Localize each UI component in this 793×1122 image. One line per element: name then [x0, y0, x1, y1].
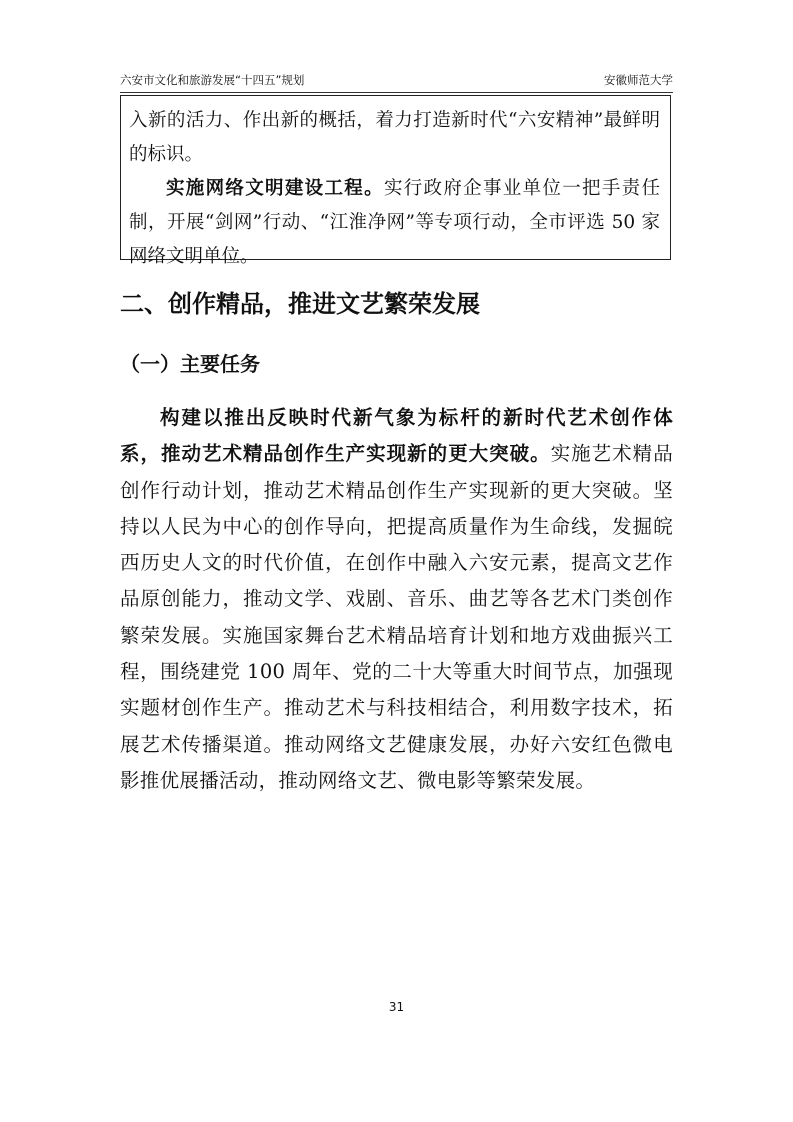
page-header	[120, 70, 673, 93]
box-paragraph-2-text: 实行政府企事业单位一把手责任制，开展“剑网”行动、“江淮净网”等专项行动，全市评选 50 家网络文明单位。	[129, 178, 660, 267]
boxed-text-panel	[120, 95, 671, 267]
box-paragraph-2	[121, 172, 670, 274]
body-paragraph	[120, 400, 673, 799]
body-lead: 构建以推出反映时代新气象为标杆的新时代艺术创作体系，推动艺术精品创作生产实现新的更大突破。	[120, 406, 673, 466]
body-text	[120, 400, 673, 799]
body-rest: 实施艺术精品创作行动计划，推动艺术精品创作生产实现新的更大突破。坚持以人民为中心的创作导向，把提高质量作为生命线，发掘皖西历史人文的时代价值，在创作中融入六安元素，提高文艺作品原创能力，推动文学、戏剧、音乐、曲艺等各艺术门类创作繁荣发展。实施国家舞台艺术精品培育计划和地方戏曲振兴工程，围绕建党 100 周年、党的二十大等重大时间节点，加强现实题材创作生产。推动艺术与科技相结合，利用数字技术，拓展艺术传播渠道。推动网络文艺健康发展，办好六安红色微电影推优展播活动，推动网络文艺、微电影等繁荣发展。	[120, 442, 673, 792]
header-document-title: 六安市文化和旅游发展“十四五”规划	[120, 73, 305, 87]
page-number: 31	[388, 1000, 405, 1014]
section-title: 二、创作精品，推进文艺繁荣发展	[120, 290, 480, 318]
header-institution: 安徽师范大学	[604, 73, 673, 87]
box-paragraph-2-lead: 实施网络文明建设工程。	[166, 178, 384, 199]
subsection-title: （一）主要任务	[120, 352, 260, 376]
box-paragraph-1: 入新的活力、作出新的概括，着力打造新时代“六安精神”最鲜明的标识。	[129, 110, 660, 165]
